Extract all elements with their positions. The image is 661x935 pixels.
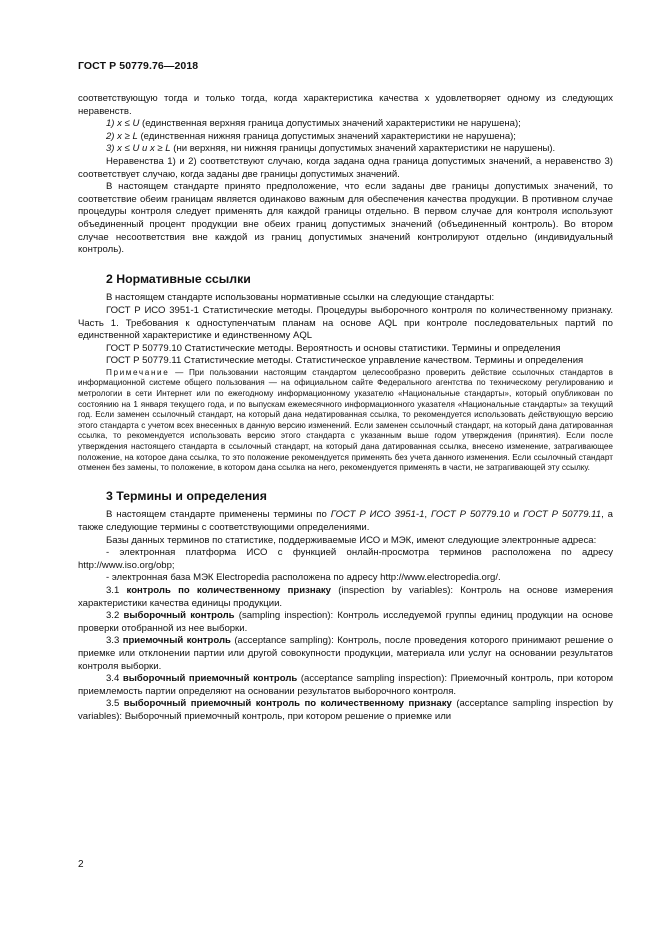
reference-note: Примечание — При пользовании настоящим стандартом целесообразно проверить действие ссылочных стандартов в информационной системе общего пользования — на официальном сайте Федерального агентства по техническому регулированию и метрологии в сети Интернет или по ежегодному информационному указателю «Национальные стандарты», который опубликован по состоянию на 1 января текущего года, и по выпускам ежемесячного информационного указателя «Национальные стандарты» за текущий год. Если заменен ссылочный стандарт, на который дана недатированная ссылка, то рекомендуется использовать действующую версию этого стандарта с учетом всех внесенных в данную версию изменений. Если заменен ссылочный стандарт, на который дана датированная ссылка, то рекомендуется использовать версию этого стандарта с указанным выше годом утверждения (принятия). Если после утверждения настоящего стандарта в ссылочный стандарт, на который дана датированная ссылка, внесено изменение, затрагивающее положение, на которое дана ссылка, то это положение рекомендуется применять без учета данного изменения. Если ссылочный стандарт отменен без замены, то положение, в котором дана ссылка на него, рекомендуется применять в части, не затрагивающей эту ссылку. — [78, 367, 613, 473]
term-definition: 3.5 выборочный приемочный контроль по количественному признаку (acceptance sampling inspection by variables): Выборочный приемочный контроль, при котором решение о приемке или — [78, 698, 614, 722]
page-number: 2 — [78, 859, 84, 870]
term-definition: 3.4 выборочный приемочный контроль (acceptance sampling inspection): Приемочный контроль, при котором приемлемость партии определяют на основании результатов выборочного контроля. — [78, 673, 614, 697]
reference-item: ГОСТ Р 50779.10 Статистические методы. Вероятность и основы статистики. Термины и определения — [106, 342, 561, 354]
term-definition: 3.3 приемочный контроль (acceptance sampling): Контроль, после проведения которого принимают решение о приемке или отклонении партии или другой совокупности продукции, материала или услуг на основании результатов контроля выборки. — [78, 635, 614, 672]
condition-3: 3) x ≤ U и x ≥ L (ни верхняя, ни нижняя границы допустимых значений характеристики не нарушены). — [106, 143, 556, 155]
term-definition: 3.1 контроль по количественному признаку (inspection by variables): Контроль на основе измерения характеристики качества единицы продукции. — [78, 584, 614, 609]
section-3-heading: 3 Термины и определения — [106, 488, 267, 503]
document-header: ГОСТ Р 50779.76—2018 — [78, 60, 199, 72]
iso-platform-item: - электронная платформа ИСО с функцией онлайн-просмотра терминов расположена по адресу http://www.iso.org/obp; — [78, 547, 613, 571]
intro-paragraph: соответствующую тогда и только тогда, когда характеристика качества x удовлетворяет одному из следующих неравенств. — [78, 93, 613, 117]
reference-item: ГОСТ Р ИСО 3951-1 Статистические методы. Процедуры выборочного контроля по количественному признаку. Часть 1. Требования к одноступенчатым планам на основе AQL при контроле последовательных партий по единственной характеристике и единственному AQL — [78, 304, 613, 342]
section-3-intro: В настоящем стандарте применены термины по ГОСТ Р ИСО 3951-1, ГОСТ Р 50779.10 и ГОСТ Р 50779.11, а также следующие термины с соответствующими определениями. — [78, 509, 613, 533]
condition-2: 2) x ≥ L (единственная нижняя граница допустимых значений характеристики не нарушена); — [106, 130, 516, 142]
term-definition: 3.2 выборочный контроль (sampling inspection): Контроль исследуемой группы единиц продукции на основе проверки отобранной из нее выборки. — [78, 610, 614, 634]
note-label: Примечание — [106, 367, 170, 377]
condition-1: 1) x ≤ U (единственная верхняя граница допустимых значений характеристики не нарушена); — [106, 118, 521, 130]
iec-electropedia-item: - электронная база МЭК Electropedia расположена по адресу http://www.electropedia.org/. — [106, 572, 501, 584]
inequalities-paragraph: Неравенства 1) и 2) соответствуют случаю, когда задана одна граница допустимых значений, а неравенство 3) соответствует случаю, когда заданы две границы допустимых значений. — [78, 155, 613, 180]
databases-paragraph: Базы данных терминов по статистике, поддерживаемые ИСО и МЭК, имеют следующие электронные адреса: — [106, 534, 597, 546]
reference-item: ГОСТ Р 50779.11 Статистические методы. Статистическое управление качеством. Термины и определения — [106, 355, 584, 367]
document-body — [78, 93, 613, 724]
section-2-intro: В настоящем стандарте использованы нормативные ссылки на следующие стандарты: — [106, 292, 495, 304]
assumption-paragraph: В настоящем стандарте принято предположение, что если заданы две границы допустимых значений, то соответствие обеим границам является одинаково важным для обеспечения качества продукции. В противном случае процедуры контроля следует применять для каждой границы отдельно. В первом случае для контроля используют объединенный процент продукции вне обеих границ допустимых значений (объединенный контроль). Во втором случае несоответствия вне каждой из границ допустимых значений контролируют отдельно (индивидуальный контроль). — [78, 181, 613, 256]
section-2-heading: 2 Нормативные ссылки — [106, 271, 251, 286]
